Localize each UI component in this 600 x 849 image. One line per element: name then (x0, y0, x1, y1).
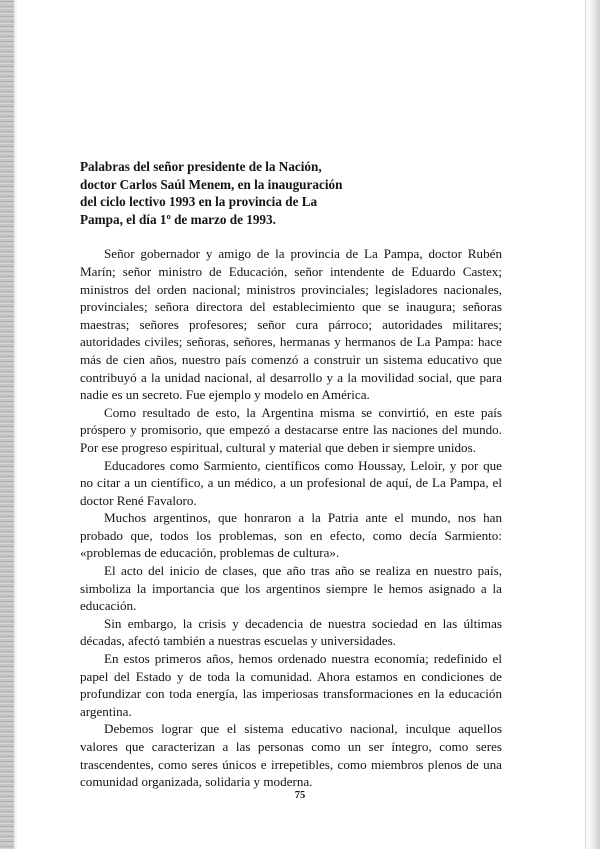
paragraph: Debemos lograr que el sistema educativo nacional, inculque aquellos valores que caracterizan a las personas como un ser íntegro, como seres trascendentes, como seres únicos e irrepetibles, como miembros plenos de una comunidad organizada, solidaria y moderna. (80, 721, 502, 790)
scan-left-edge (0, 0, 14, 849)
title-line: del ciclo lectivo 1993 en la provincia de La (80, 194, 318, 210)
speech-body (80, 245, 502, 790)
paragraph: Señor gobernador y amigo de la provincia de La Pampa, doctor Rubén Marín; señor ministro de Educación, señor intendente de Eduardo Castex; ministros del orden nacional; ministros provinciales; legisladores nacionales, provinciales; señora directora del establecimiento que se inaugura; señoras maestras; señores profesores; señor cura párroco; autoridades militares; autoridades civiles; señoras, señores, hermanas y hermanos de La Pampa: hace más de cien años, nuestro país comenzó a construir un sistema educativo que contribuyó a la unidad nacional, al desarrollo y a la movilidad social, que para nadie es un secreto. Fue ejemplo y modelo en América. (80, 246, 502, 403)
title-line: doctor Carlos Saúl Menem, en la inauguración (80, 176, 343, 192)
paragraph: Como resultado de esto, la Argentina misma se convirtió, en este país próspero y promisorio, que empezó a destacarse entre las naciones del mundo. Por ese progreso espiritual, cultural y material que deben ir siempre unidos. (80, 404, 502, 455)
title-line: Pampa, el día 1º de marzo de 1993. (80, 211, 276, 227)
page-number: 75 (294, 790, 306, 801)
paragraph: En estos primeros años, hemos ordenado nuestra economía; redefinido el papel del Estado y de toda la comunidad. Ahora estamos en condiciones de profundizar con toda energía, las imperiosas transformaciones en la educación argentina. (80, 651, 502, 719)
paragraph: Muchos argentinos, que honraron a la Patria ante el mundo, nos han probado que, todos los problemas, son en efecto, como decía Sarmiento: «problemas de educación, problemas de cultura». (80, 510, 502, 561)
scan-right-edge (586, 0, 600, 849)
speech-title (80, 158, 502, 228)
paragraph: El acto del inicio de clases, que año tras año se realiza en nuestro país, simboliza la importancia que los argentinos siempre le hemos asignado a la educación. (80, 563, 502, 614)
paragraph: Educadores como Sarmiento, científicos como Houssay, Leloir, y por que no citar a un científico, a un médico, a un profesional de aquí, de La Pampa, el doctor René Favaloro. (80, 457, 502, 508)
scan-left-shadow (14, 0, 18, 849)
title-line: Palabras del señor presidente de la Nación, (80, 159, 322, 174)
document-page (80, 158, 502, 791)
paragraph: Sin embargo, la crisis y decadencia de nuestra sociedad en las últimas décadas, afectó también a nuestras escuelas y universidades. (80, 615, 502, 649)
